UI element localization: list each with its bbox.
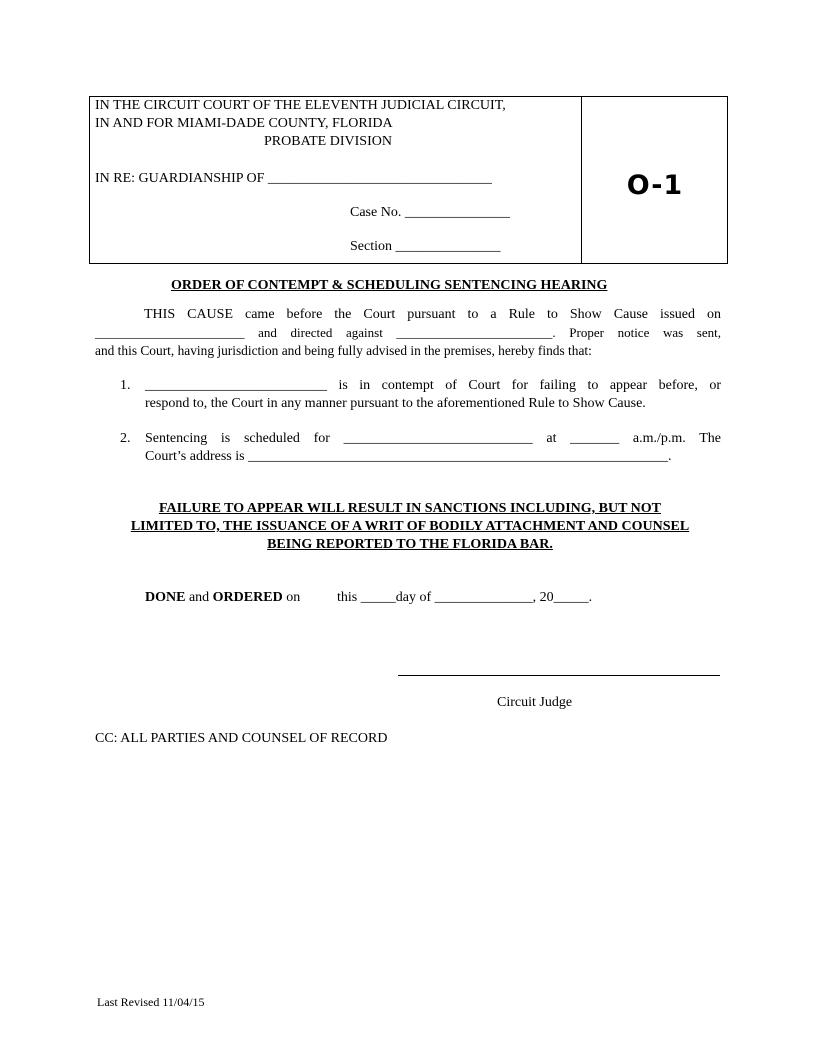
case-number-field: Case No. _______________ — [350, 205, 510, 220]
form-code: O-1 — [626, 170, 684, 201]
on-label: on — [286, 590, 301, 605]
finding-2-number: 2. — [120, 431, 131, 446]
finding-2-line-2: Court’s address is ____________________________________________________________. — [145, 449, 672, 464]
intro-line-2: _______________________ and directed against ________________________. Proper notice was sent, — [95, 325, 721, 340]
intro-line-3: and this Court, having jurisdiction and being fully advised in the premises, hereby finds that: — [95, 343, 592, 358]
footer-revision: Last Revised 11/04/15 — [97, 995, 205, 1009]
date-line: this _____day of ______________, 20_____. — [337, 590, 593, 605]
court-name-line2: IN AND FOR MIAMI-DADE COUNTY, FLORIDA — [95, 116, 393, 131]
finding-1-number: 1. — [120, 378, 131, 393]
signature-label: Circuit Judge — [497, 695, 573, 710]
and-label: and — [188, 590, 210, 605]
done-ordered-clause — [145, 590, 300, 606]
done-label: DONE — [145, 590, 186, 605]
ordered-label: ORDERED — [212, 590, 283, 605]
intro-line-1: THIS CAUSE came before the Court pursuant to a Rule to Show Cause issued on — [144, 307, 721, 322]
finding-2-line-1: Sentencing is scheduled for ___________________________ at _______ a.m./p.m. The — [145, 431, 721, 446]
in-re-guardianship: IN RE: GUARDIANSHIP OF ________________________________ — [95, 171, 492, 186]
signature-line — [398, 675, 720, 676]
warning-line-1: FAILURE TO APPEAR WILL RESULT IN SANCTIONS INCLUDING, BUT NOT — [158, 501, 662, 516]
finding-1-line-1: __________________________ is in contempt of Court for failing to appear before, or — [145, 378, 721, 393]
document-title: ORDER OF CONTEMPT & SCHEDULING SENTENCING HEARING — [171, 278, 608, 293]
court-name-line1: IN THE CIRCUIT COURT OF THE ELEVENTH JUDICIAL CIRCUIT, — [95, 98, 506, 113]
division-label: PROBATE DIVISION — [264, 134, 392, 149]
warning-line-2: LIMITED TO, THE ISSUANCE OF A WRIT OF BODILY ATTACHMENT AND COUNSEL — [130, 519, 690, 534]
section-field: Section _______________ — [350, 239, 501, 254]
warning-line-3: BEING REPORTED TO THE FLORIDA BAR. — [267, 537, 553, 552]
finding-1-line-2: respond to, the Court in any manner pursuant to the aforementioned Rule to Show Cause. — [145, 396, 646, 411]
cc-line: CC: ALL PARTIES AND COUNSEL OF RECORD — [95, 731, 388, 746]
